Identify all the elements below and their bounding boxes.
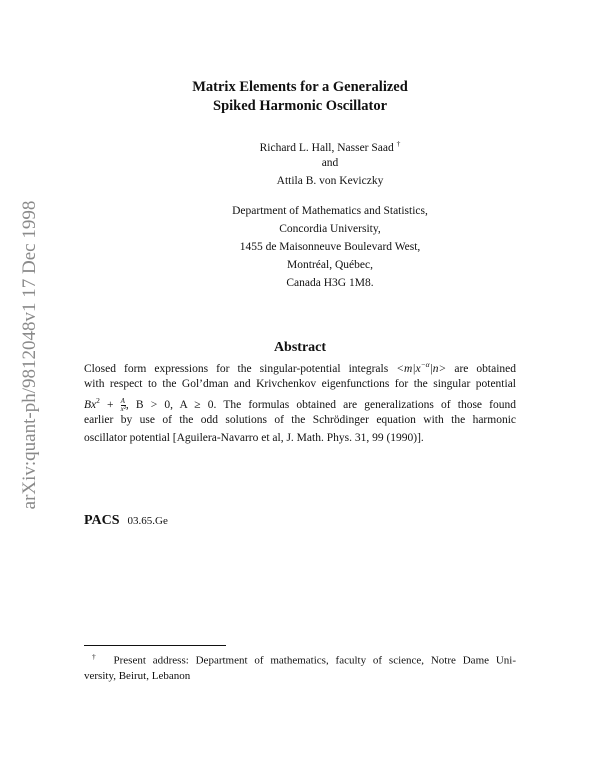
authors-line-2: Attila B. von Keviczky [276,175,384,187]
authors-and: and [321,157,339,169]
numerator: A [120,396,125,405]
paper-title-line-2: Spiked Harmonic Oscillator [213,98,387,114]
text: are obtained [454,362,517,375]
footnote-rule [84,645,226,646]
text: The formulas obtained are generalizations of those found [223,398,516,411]
math: + [99,398,121,411]
authors-line-1 [30,139,600,154]
pacs-value: 03.65.Ge [127,515,168,527]
abstract-line: with respect to the Gol’dman and Krivchenkov eigenfunctions for the singular potential [84,378,516,390]
footnote-line [92,652,516,667]
pacs-label: PACS [84,513,120,528]
text: Closed form expressions for the singular-potential integrals [84,362,389,375]
math: <m|x [396,362,421,375]
paper-title-line-1: Matrix Elements for a Generalized [192,79,408,95]
denominator: x² [120,404,126,413]
pacs [84,511,168,529]
abstract-line [84,396,516,413]
affiliation-line: Montréal, Québec, [287,259,373,271]
math-sup: −α [420,360,430,369]
footnote-line: versity, Beirut, Lebanon [84,670,191,682]
footnote-marker: † [92,652,100,661]
affiliation-line: Department of Mathematics and Statistics, [232,205,428,217]
affiliation-line: 1455 de Maisonneuve Boulevard West, [239,241,421,253]
math: Bx [84,398,97,411]
abstract-heading: Abstract [273,340,327,355]
math: , B > 0, A ≥ 0. [125,398,217,411]
math: |n> [429,362,447,375]
abstract-line [84,360,516,375]
footnote-marker: † [396,139,401,148]
text: Present address: Department of mathematics, faculty of science, Notre Dame Uni- [113,654,517,667]
affiliation-line: Canada H3G 1M8. [286,277,374,289]
abstract-line: earlier by use of the odd solutions of the Schrödinger equation with the harmonic [84,414,516,426]
arxiv-watermark: arXiv:quant-ph/9812048v1 17 Dec 1998 [19,200,40,510]
abstract-line: oscillator potential [Aguilera-Navarro et al, J. Math. Phys. 31, 99 (1990)]. [84,432,424,444]
math-sup: 2 [96,396,100,405]
authors-names: Richard L. Hall, Nasser Saad [259,141,394,154]
affiliation-line: Concordia University, [279,223,381,235]
